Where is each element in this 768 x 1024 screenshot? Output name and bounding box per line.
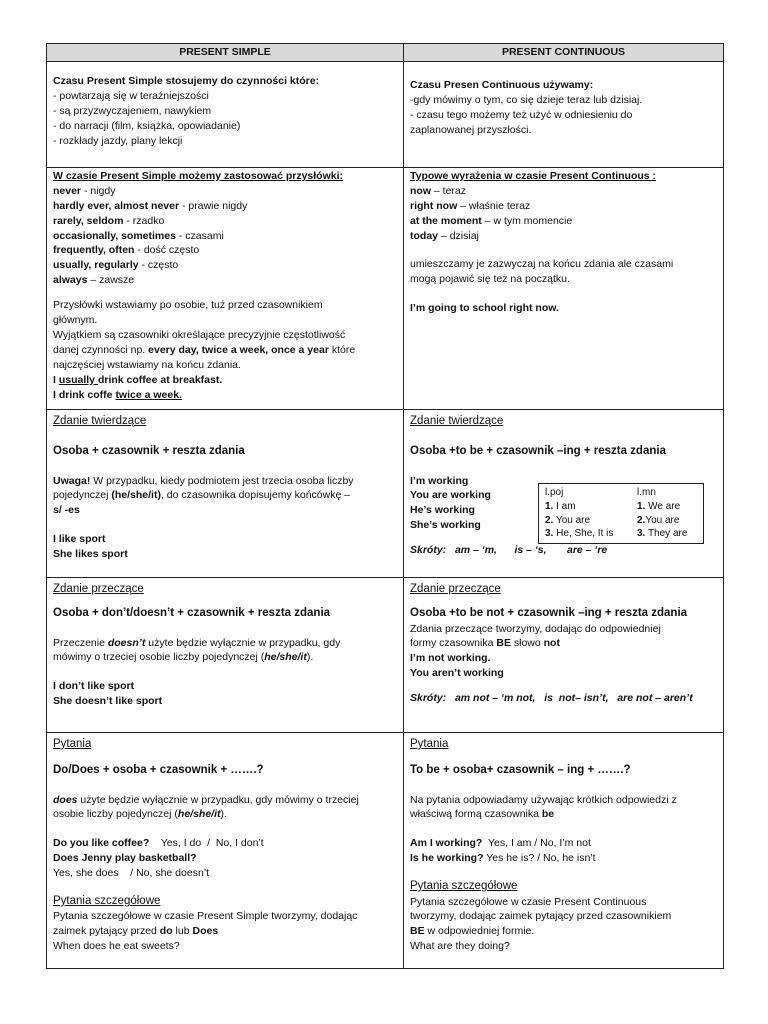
adverbs-note: głównym. [53, 314, 98, 327]
detailed-questions-continuous-text: tworzymy, dodając zaimek pytający przed czasownikiem [410, 910, 672, 923]
usage-simple-item: - są przyzwyczajeniem, nawykiem [53, 104, 212, 117]
affirmative-continuous-example: I’m working [410, 474, 469, 487]
affirmative-continuous-example: He’s working [410, 504, 475, 517]
detailed-questions-continuous-example: What are they doing? [410, 940, 510, 953]
negative-simple-note: mówimy o trzeciej osobie liczby pojedynczej (he/she/it). [53, 651, 314, 664]
usage-continuous-item: -gdy mówimy o tym, co się dzieje teraz lub dzisiaj. [410, 93, 643, 106]
negative-continuous-note: Zdania przeczące tworzymy, dodając do odpowiedniej [410, 622, 661, 635]
header-row [47, 44, 724, 62]
affirmative-simple-note: Uwaga! W przypadku, kiedy podmiotem jest trzecia osoba liczby [53, 474, 354, 487]
usage-continuous-item: zaplanowanej przyszłości. [410, 123, 532, 136]
affirmative-short-forms: Skróty: am – ‘m, is – ‘s, are – ‘re [410, 544, 608, 557]
box-row: 2. You are 2.You are [545, 514, 680, 526]
box-row: 1. I am 1. We are [545, 500, 681, 512]
negative-simple-note: Przeczenie doesn’t użyte będzie wyłącznie w przypadku, gdy [53, 636, 341, 649]
adverb-item: occasionally, sometimes - czasami [53, 229, 224, 242]
negative-simple-title: Zdanie przeczące [53, 582, 144, 595]
adverbs-note: najczęściej wstawiamy na końcu zdania. [53, 358, 241, 371]
expression-item: today – dzisiaj [410, 229, 479, 242]
adverb-item: always – zawsze [53, 274, 135, 287]
negative-simple-cell [47, 577, 404, 732]
expressions-note: umieszczamy je zazwyczaj na końcu zdania ale czasami [410, 258, 674, 271]
questions-simple-example: Yes, she does / No, she doesn’t [53, 867, 210, 880]
adverbs-row [47, 167, 724, 409]
box-head-singular: l.poj [545, 486, 564, 498]
negative-simple-formula: Osoba + don’t/doesn’t + czasownik + reszta zdania [53, 607, 331, 620]
affirmative-simple-example: I like sport [53, 533, 106, 546]
questions-simple-example: Does Jenny play basketball? [53, 852, 197, 865]
pronoun-box [538, 483, 704, 544]
affirmative-simple-example: She likes sport [53, 548, 128, 561]
adverbs-simple-title: W czasie Present Simple możemy zastosować przysłówki: [53, 169, 344, 182]
questions-simple-note: osobie liczby pojedynczej (he/she/it). [53, 808, 227, 821]
adverbs-example: I usually drink coffee at breakfast. [53, 373, 223, 386]
questions-continuous-note: Na pytania odpowiadamy używając krótkich odpowiedzi z [410, 793, 677, 806]
affirmative-simple-formula: Osoba + czasownik + reszta zdania [53, 445, 245, 458]
negative-continuous-cell [404, 577, 724, 732]
questions-simple-example: Do you like coffee? Yes, I do / No, I don’t [53, 837, 264, 850]
expressions-example: I’m going to school right now. [410, 302, 559, 315]
usage-continuous-title: Czasu Presen Continuous używamy: [410, 78, 594, 91]
usage-row [47, 61, 724, 167]
detailed-questions-continuous-text: BE w odpowiedniej formie. [410, 925, 535, 938]
questions-continuous-note: właściwą formą czasownika be [410, 808, 555, 821]
negative-continuous-formula: Osoba +to be not + czasownik –ing + reszta zdania [410, 607, 688, 620]
usage-simple-cell [47, 61, 404, 167]
expression-item: at the moment – w tym momencie [410, 214, 573, 227]
expression-item: right now – właśnie teraz [410, 199, 531, 212]
detailed-questions-simple-text: Pytania szczegółowe w czasie Present Simple tworzymy, dodając [53, 910, 358, 923]
negative-simple-example: She doesn’t like sport [53, 695, 163, 708]
affirmative-simple-title: Zdanie twierdzące [53, 414, 147, 427]
usage-continuous-item: - czasu tego możemy też użyć w odniesieniu do [410, 108, 633, 121]
header-present-continuous: PRESENT CONTINUOUS [404, 44, 724, 62]
affirmative-continuous-cell [404, 409, 724, 577]
questions-simple-note: does użyte będzie wyłącznie w przypadku, gdy mówimy o trzeciej [53, 793, 359, 806]
questions-continuous-example: Is he working? Yes he is? / No, he isn’t [410, 852, 596, 865]
questions-simple-formula: Do/Does + osoba + czasownik + …….? [53, 764, 264, 777]
questions-continuous-example: Am I working? Yes, I am / No, I’m not [410, 837, 591, 850]
box-head-plural: l.mn [637, 486, 656, 498]
usage-continuous-cell [404, 61, 724, 167]
expressions-note: mogą pojawić się też na początku. [410, 273, 570, 286]
questions-row [47, 732, 724, 968]
affirmative-continuous-example: She’s working [410, 519, 481, 532]
adverbs-example: I drink coffe twice a week. [53, 388, 182, 401]
header-present-simple: PRESENT SIMPLE [47, 44, 404, 62]
negative-short-forms: Skróty: am not – ‘m not, is not– isn’t, are not – aren’t [410, 692, 693, 705]
negative-simple-example: I don’t like sport [53, 680, 135, 693]
questions-simple-title: Pytania [53, 737, 92, 750]
adverbs-continuous-cell [404, 167, 724, 409]
detailed-questions-simple-title: Pytania szczegółowe [53, 895, 161, 908]
detailed-questions-simple-text: zaimek pytający przed do lub Does [53, 925, 219, 938]
detailed-questions-continuous-title: Pytania szczegółowe [410, 880, 518, 893]
expression-item: now – teraz [410, 184, 467, 197]
affirmative-continuous-title: Zdanie twierdzące [410, 414, 504, 427]
usage-simple-item: - rozkłady jazdy, plany lekcji [53, 134, 183, 147]
adverb-item: hardly ever, almost never - prawie nigdy [53, 199, 248, 212]
affirmative-continuous-example: You are working [410, 489, 491, 502]
affirmative-simple-note: pojedynczej (he/she/it), do czasownika dopisujemy końcówkę – [53, 489, 351, 502]
adverb-item: rarely, seldom - rzadko [53, 214, 165, 227]
adverb-item: frequently, often - dość często [53, 244, 200, 257]
adverbs-note: danej czynności np. every day, twice a week, once a year które [53, 343, 356, 356]
questions-simple-cell [47, 732, 404, 968]
affirmative-continuous-formula: Osoba +to be + czasownik –ing + reszta zdania [410, 445, 666, 458]
detailed-questions-continuous-text: Pytania szczegółowe w czasie Present Continuous [410, 895, 647, 908]
expressions-title: Typowe wyrażenia w czasie Present Continuous : [410, 169, 657, 182]
adverb-item: never - nigdy [53, 184, 116, 197]
adverb-item: usually, regularly - często [53, 259, 179, 272]
usage-simple-title: Czasu Present Simple stosujemy do czynności które: [53, 74, 320, 87]
adverbs-note: Wyjątkiem są czasowniki określające precyzyjnie częstotliwość [53, 328, 346, 341]
negative-continuous-example: I’m not working. [410, 652, 491, 665]
affirmative-simple-cell [47, 409, 404, 577]
grammar-table [46, 43, 724, 969]
affirmative-row [47, 409, 724, 577]
detailed-questions-simple-example: When does he eat sweets? [53, 940, 180, 953]
adverbs-note: Przysłówki wstawiamy po osobie, tuż przed czasownikiem [53, 299, 323, 312]
usage-simple-item: - do narracji (film, książka, opowiadanie) [53, 119, 241, 132]
affirmative-simple-note: s/ -es [53, 504, 80, 517]
usage-simple-item: - powtarzają się w teraźniejszości [53, 89, 209, 102]
negative-continuous-example: You aren’t working [410, 667, 504, 680]
negative-continuous-note: formy czasownika BE słowo not [410, 637, 560, 650]
box-row: 3. He, She, It is 3. They are [545, 528, 688, 540]
adverbs-simple-cell [47, 167, 404, 409]
negative-row [47, 577, 724, 732]
questions-continuous-formula: To be + osoba+ czasownik – ing + …….? [410, 764, 631, 777]
questions-continuous-title: Pytania [410, 737, 449, 750]
negative-continuous-title: Zdanie przeczące [410, 582, 501, 595]
questions-continuous-cell [404, 732, 724, 968]
